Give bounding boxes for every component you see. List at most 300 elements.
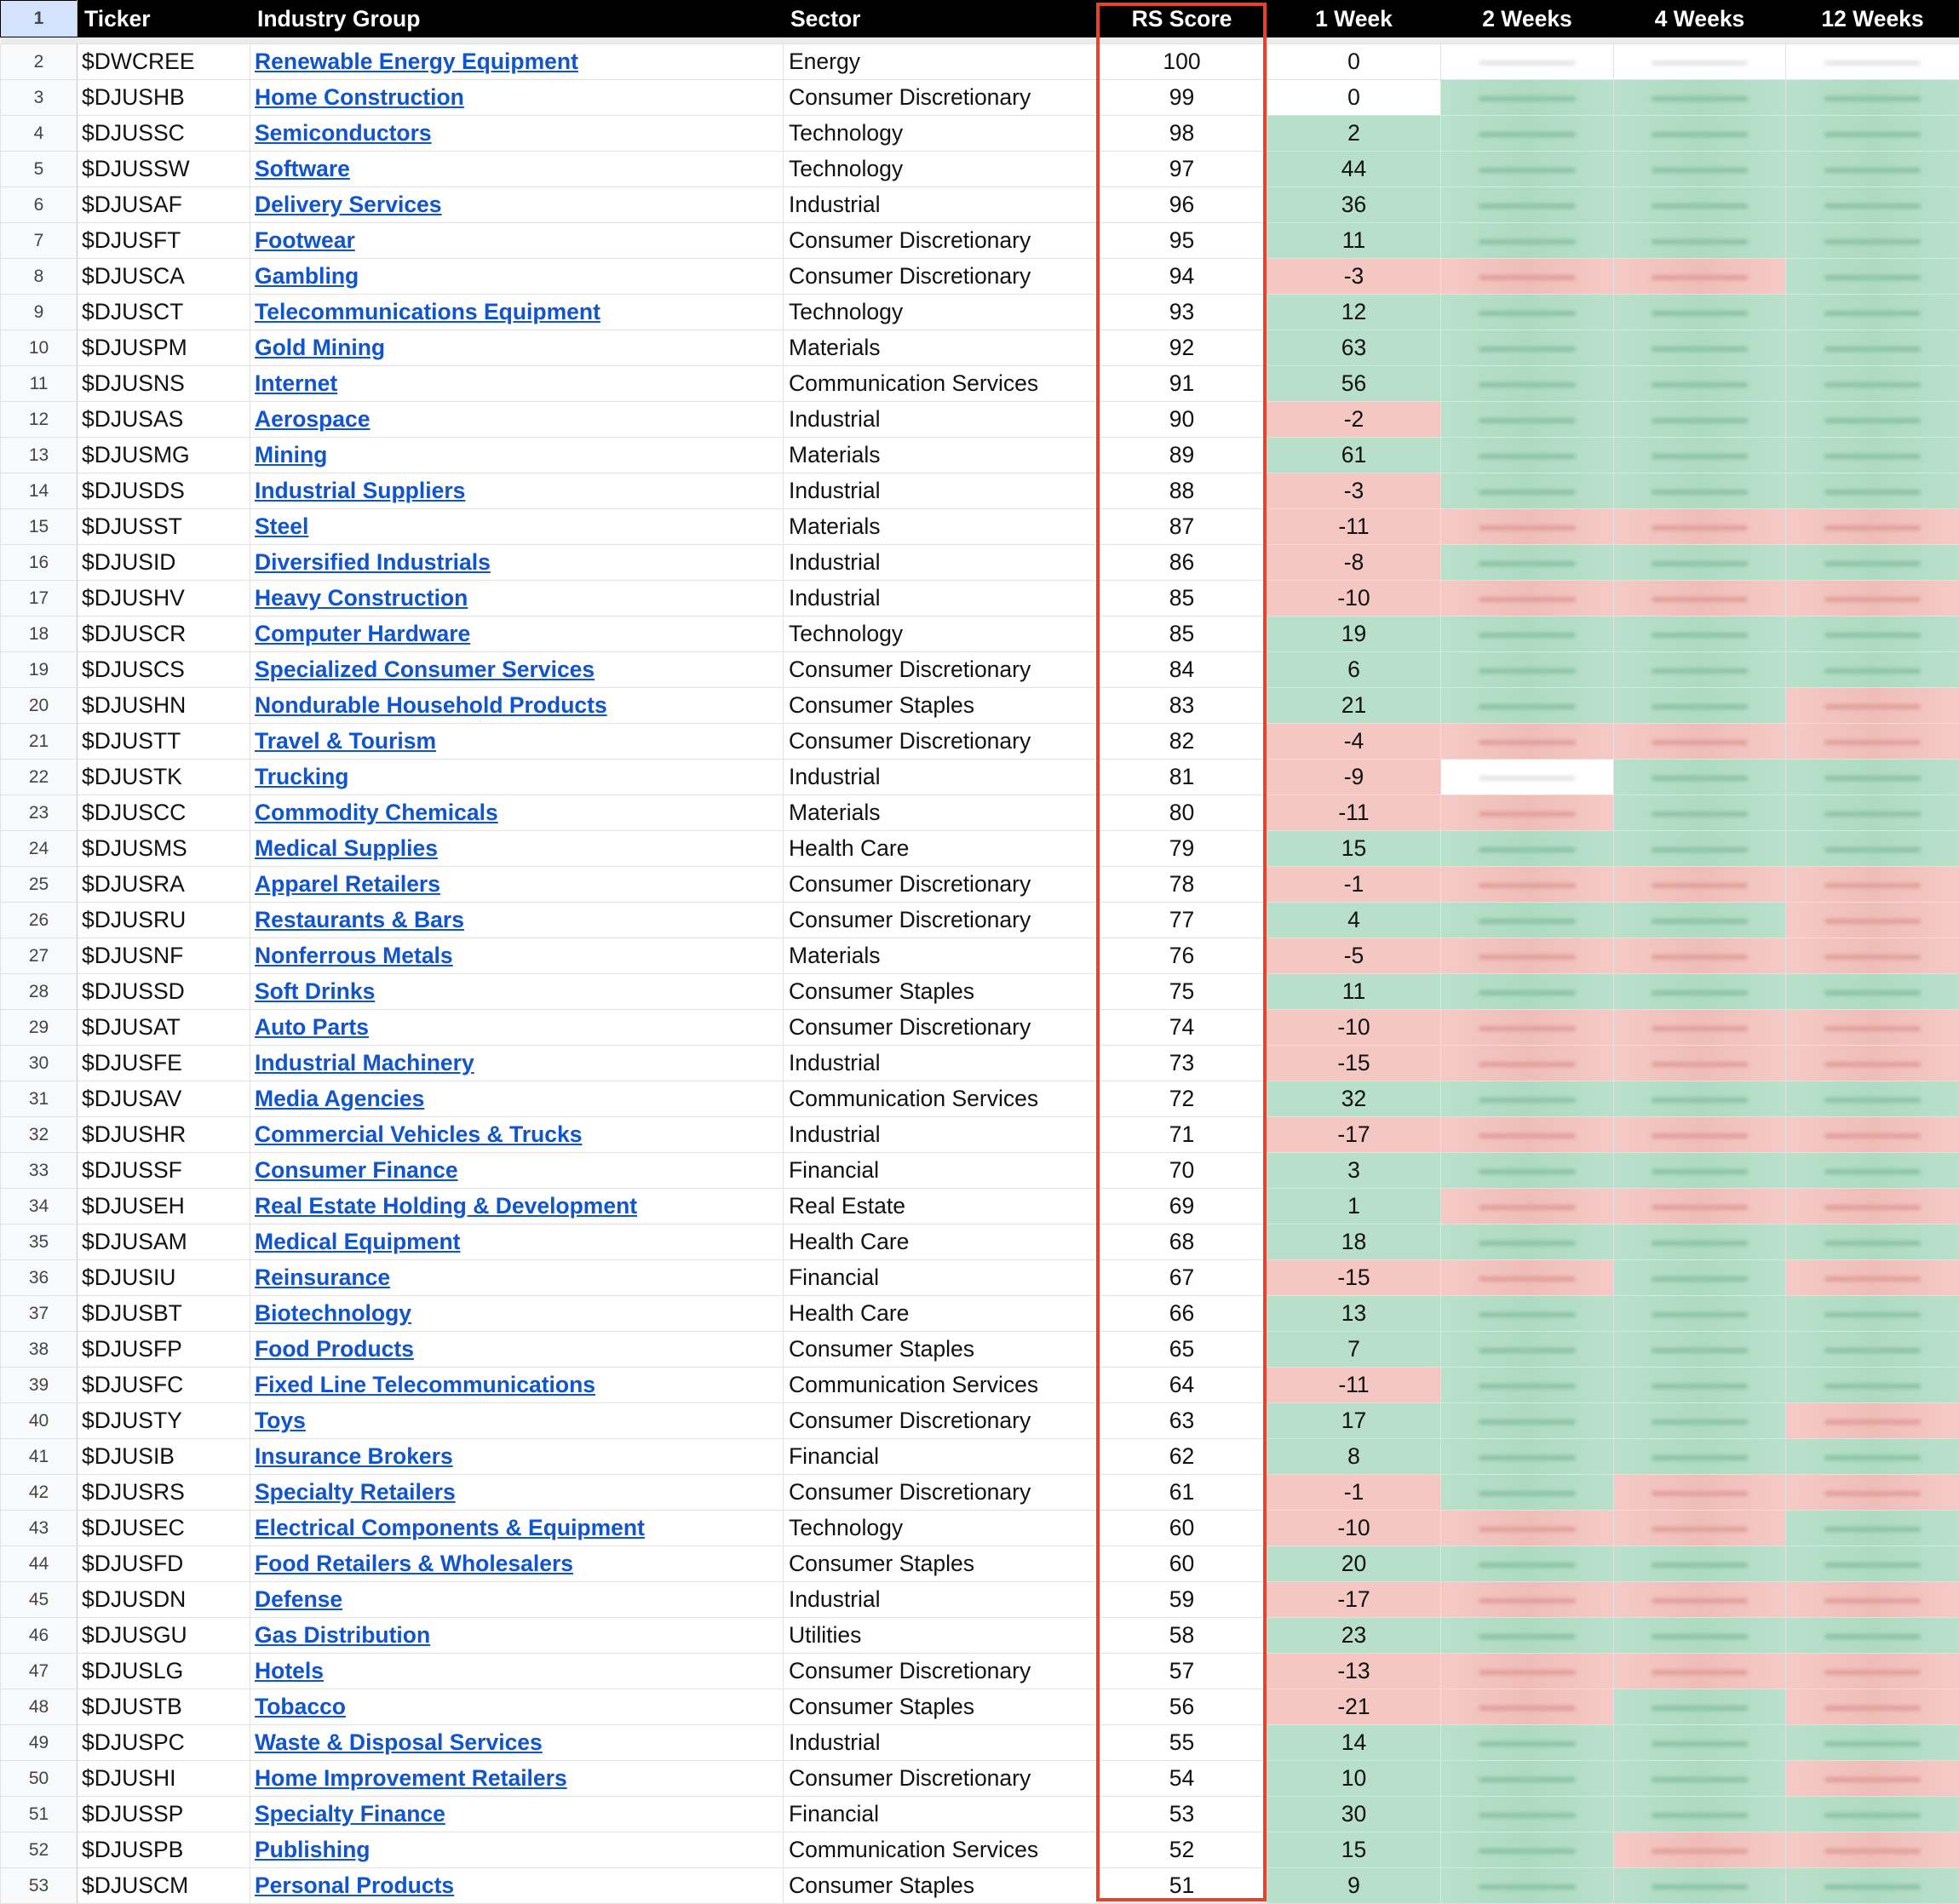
row-number[interactable]: 45 — [1, 1582, 78, 1618]
industry-group-cell[interactable] — [250, 330, 784, 366]
ticker-cell[interactable]: $DJUSFE — [78, 1046, 250, 1081]
industry-group-link[interactable]: Diversified Industrials — [255, 549, 491, 575]
sector-cell[interactable]: Industrial — [784, 545, 1097, 581]
ticker-cell[interactable]: $DJUSRS — [78, 1475, 250, 1511]
two-weeks-change-cell[interactable] — [1441, 80, 1614, 116]
twelve-weeks-change-cell[interactable] — [1786, 1689, 1959, 1725]
one-week-change-cell[interactable]: -4 — [1267, 724, 1441, 760]
sector-cell[interactable]: Consumer Staples — [784, 974, 1097, 1010]
twelve-weeks-change-cell[interactable] — [1786, 724, 1959, 760]
industry-group-cell[interactable] — [250, 867, 784, 903]
industry-group-link[interactable]: Heavy Construction — [255, 585, 468, 611]
twelve-weeks-change-cell[interactable] — [1786, 116, 1959, 152]
rs-score-cell[interactable]: 67 — [1097, 1260, 1267, 1296]
twelve-weeks-change-cell[interactable] — [1786, 1117, 1959, 1153]
twelve-weeks-change-cell[interactable] — [1786, 1403, 1959, 1439]
industry-group-link[interactable]: Specialty Finance — [255, 1801, 445, 1827]
two-weeks-change-cell[interactable] — [1441, 1332, 1614, 1368]
twelve-weeks-change-cell[interactable] — [1786, 330, 1959, 366]
four-weeks-change-cell[interactable] — [1614, 1546, 1786, 1582]
four-weeks-change-cell[interactable] — [1614, 187, 1786, 223]
two-weeks-change-cell[interactable] — [1441, 44, 1614, 80]
one-week-change-cell[interactable]: 32 — [1267, 1081, 1441, 1117]
one-week-change-cell[interactable]: 11 — [1267, 974, 1441, 1010]
four-weeks-change-cell[interactable] — [1614, 1403, 1786, 1439]
two-weeks-change-cell[interactable] — [1441, 1868, 1614, 1904]
twelve-weeks-change-cell[interactable] — [1786, 1296, 1959, 1332]
row-number[interactable]: 12 — [1, 402, 78, 438]
two-weeks-change-cell[interactable] — [1441, 473, 1614, 509]
column-header-rs-score[interactable]: RS Score — [1097, 1, 1267, 37]
ticker-cell[interactable]: $DJUSPM — [78, 330, 250, 366]
twelve-weeks-change-cell[interactable] — [1786, 581, 1959, 617]
industry-group-cell[interactable] — [250, 295, 784, 330]
industry-group-cell[interactable] — [250, 724, 784, 760]
two-weeks-change-cell[interactable] — [1441, 1654, 1614, 1689]
two-weeks-change-cell[interactable] — [1441, 831, 1614, 867]
industry-group-cell[interactable] — [250, 509, 784, 545]
four-weeks-change-cell[interactable] — [1614, 1761, 1786, 1797]
industry-group-link[interactable]: Internet — [255, 370, 338, 396]
twelve-weeks-change-cell[interactable] — [1786, 187, 1959, 223]
ticker-cell[interactable]: $DJUSHI — [78, 1761, 250, 1797]
industry-group-cell[interactable] — [250, 1081, 784, 1117]
two-weeks-change-cell[interactable] — [1441, 295, 1614, 330]
sector-cell[interactable]: Utilities — [784, 1618, 1097, 1654]
two-weeks-change-cell[interactable] — [1441, 688, 1614, 724]
ticker-cell[interactable]: $DJUSID — [78, 545, 250, 581]
rs-score-cell[interactable]: 51 — [1097, 1868, 1267, 1904]
sector-cell[interactable]: Consumer Staples — [784, 1689, 1097, 1725]
row-number[interactable]: 30 — [1, 1046, 78, 1081]
sector-cell[interactable]: Health Care — [784, 1296, 1097, 1332]
industry-group-link[interactable]: Specialized Consumer Services — [255, 657, 595, 682]
sector-cell[interactable]: Consumer Discretionary — [784, 724, 1097, 760]
industry-group-cell[interactable] — [250, 1332, 784, 1368]
industry-group-cell[interactable] — [250, 1511, 784, 1546]
rs-score-cell[interactable]: 90 — [1097, 402, 1267, 438]
two-weeks-change-cell[interactable] — [1441, 1153, 1614, 1189]
two-weeks-change-cell[interactable] — [1441, 867, 1614, 903]
rs-score-cell[interactable]: 85 — [1097, 581, 1267, 617]
two-weeks-change-cell[interactable] — [1441, 1189, 1614, 1224]
two-weeks-change-cell[interactable] — [1441, 402, 1614, 438]
rs-score-cell[interactable]: 89 — [1097, 438, 1267, 473]
twelve-weeks-change-cell[interactable] — [1786, 1153, 1959, 1189]
rs-score-cell[interactable]: 100 — [1097, 44, 1267, 80]
industry-group-link[interactable]: Medical Supplies — [255, 835, 439, 861]
rs-score-cell[interactable]: 54 — [1097, 1761, 1267, 1797]
one-week-change-cell[interactable]: 10 — [1267, 1761, 1441, 1797]
industry-group-link[interactable]: Auto Parts — [255, 1014, 369, 1040]
column-header-12-weeks[interactable]: 12 Weeks — [1786, 1, 1959, 37]
ticker-cell[interactable]: $DJUSST — [78, 509, 250, 545]
industry-group-link[interactable]: Travel & Tourism — [255, 728, 437, 754]
sector-cell[interactable]: Consumer Discretionary — [784, 1475, 1097, 1511]
four-weeks-change-cell[interactable] — [1614, 1046, 1786, 1081]
industry-group-link[interactable]: Media Agencies — [255, 1086, 425, 1111]
sector-cell[interactable]: Consumer Staples — [784, 688, 1097, 724]
industry-group-cell[interactable] — [250, 402, 784, 438]
four-weeks-change-cell[interactable] — [1614, 760, 1786, 795]
industry-group-link[interactable]: Gold Mining — [255, 335, 386, 360]
row-number[interactable]: 44 — [1, 1546, 78, 1582]
sector-cell[interactable]: Technology — [784, 1511, 1097, 1546]
row-number[interactable]: 31 — [1, 1081, 78, 1117]
four-weeks-change-cell[interactable] — [1614, 366, 1786, 402]
industry-group-link[interactable]: Footwear — [255, 227, 355, 253]
industry-group-link[interactable]: Medical Equipment — [255, 1229, 461, 1254]
four-weeks-change-cell[interactable] — [1614, 831, 1786, 867]
rs-score-cell[interactable]: 76 — [1097, 938, 1267, 974]
ticker-cell[interactable]: $DJUSMG — [78, 438, 250, 473]
sector-cell[interactable]: Consumer Discretionary — [784, 903, 1097, 938]
one-week-change-cell[interactable]: -1 — [1267, 1475, 1441, 1511]
twelve-weeks-change-cell[interactable] — [1786, 617, 1959, 652]
ticker-cell[interactable]: $DJUSTY — [78, 1403, 250, 1439]
two-weeks-change-cell[interactable] — [1441, 1797, 1614, 1832]
one-week-change-cell[interactable]: 0 — [1267, 80, 1441, 116]
row-number[interactable]: 43 — [1, 1511, 78, 1546]
four-weeks-change-cell[interactable] — [1614, 473, 1786, 509]
sector-cell[interactable]: Consumer Discretionary — [784, 1654, 1097, 1689]
sector-cell[interactable]: Industrial — [784, 187, 1097, 223]
twelve-weeks-change-cell[interactable] — [1786, 44, 1959, 80]
two-weeks-change-cell[interactable] — [1441, 652, 1614, 688]
twelve-weeks-change-cell[interactable] — [1786, 1260, 1959, 1296]
industry-group-cell[interactable] — [250, 1868, 784, 1904]
rs-score-cell[interactable]: 56 — [1097, 1689, 1267, 1725]
row-number[interactable]: 48 — [1, 1689, 78, 1725]
industry-group-link[interactable]: Home Construction — [255, 84, 464, 110]
one-week-change-cell[interactable]: -2 — [1267, 402, 1441, 438]
ticker-cell[interactable]: $DJUSHR — [78, 1117, 250, 1153]
four-weeks-change-cell[interactable] — [1614, 1511, 1786, 1546]
ticker-cell[interactable]: $DJUSFT — [78, 223, 250, 259]
one-week-change-cell[interactable]: 9 — [1267, 1868, 1441, 1904]
one-week-change-cell[interactable]: -11 — [1267, 795, 1441, 831]
rs-score-cell[interactable]: 64 — [1097, 1368, 1267, 1403]
four-weeks-change-cell[interactable] — [1614, 1081, 1786, 1117]
twelve-weeks-change-cell[interactable] — [1786, 688, 1959, 724]
two-weeks-change-cell[interactable] — [1441, 1618, 1614, 1654]
column-header-sector[interactable]: Sector — [784, 1, 1097, 37]
ticker-cell[interactable]: $DJUSRU — [78, 903, 250, 938]
sector-cell[interactable]: Real Estate — [784, 1189, 1097, 1224]
two-weeks-change-cell[interactable] — [1441, 1046, 1614, 1081]
sector-cell[interactable]: Materials — [784, 330, 1097, 366]
industry-group-cell[interactable] — [250, 1582, 784, 1618]
sector-cell[interactable]: Consumer Discretionary — [784, 80, 1097, 116]
industry-group-link[interactable]: Restaurants & Bars — [255, 907, 464, 932]
industry-group-cell[interactable] — [250, 831, 784, 867]
four-weeks-change-cell[interactable] — [1614, 1582, 1786, 1618]
row-number[interactable]: 3 — [1, 80, 78, 116]
twelve-weeks-change-cell[interactable] — [1786, 831, 1959, 867]
one-week-change-cell[interactable]: 4 — [1267, 903, 1441, 938]
sector-cell[interactable]: Industrial — [784, 402, 1097, 438]
ticker-cell[interactable]: $DJUSSC — [78, 116, 250, 152]
sector-cell[interactable]: Consumer Discretionary — [784, 1403, 1097, 1439]
rs-score-cell[interactable]: 92 — [1097, 330, 1267, 366]
row-number[interactable]: 36 — [1, 1260, 78, 1296]
two-weeks-change-cell[interactable] — [1441, 1475, 1614, 1511]
industry-group-cell[interactable] — [250, 438, 784, 473]
ticker-cell[interactable]: $DJUSNF — [78, 938, 250, 974]
twelve-weeks-change-cell[interactable] — [1786, 1618, 1959, 1654]
industry-group-link[interactable]: Telecommunications Equipment — [255, 299, 600, 324]
four-weeks-change-cell[interactable] — [1614, 44, 1786, 80]
four-weeks-change-cell[interactable] — [1614, 795, 1786, 831]
twelve-weeks-change-cell[interactable] — [1786, 1332, 1959, 1368]
ticker-cell[interactable]: $DJUSDS — [78, 473, 250, 509]
two-weeks-change-cell[interactable] — [1441, 795, 1614, 831]
rs-score-cell[interactable]: 60 — [1097, 1511, 1267, 1546]
one-week-change-cell[interactable]: -10 — [1267, 1511, 1441, 1546]
sector-cell[interactable]: Materials — [784, 938, 1097, 974]
industry-group-link[interactable]: Tobacco — [255, 1694, 346, 1719]
one-week-change-cell[interactable]: 20 — [1267, 1546, 1441, 1582]
four-weeks-change-cell[interactable] — [1614, 1725, 1786, 1761]
one-week-change-cell[interactable]: -11 — [1267, 509, 1441, 545]
row-number[interactable]: 42 — [1, 1475, 78, 1511]
four-weeks-change-cell[interactable] — [1614, 688, 1786, 724]
ticker-cell[interactable]: $DJUSEC — [78, 1511, 250, 1546]
row-number[interactable]: 2 — [1, 44, 78, 80]
row-number[interactable]: 38 — [1, 1332, 78, 1368]
industry-group-link[interactable]: Industrial Suppliers — [255, 478, 466, 503]
row-number[interactable]: 17 — [1, 581, 78, 617]
ticker-cell[interactable]: $DJUSFD — [78, 1546, 250, 1582]
industry-group-cell[interactable] — [250, 473, 784, 509]
four-weeks-change-cell[interactable] — [1614, 652, 1786, 688]
four-weeks-change-cell[interactable] — [1614, 509, 1786, 545]
twelve-weeks-change-cell[interactable] — [1786, 1368, 1959, 1403]
ticker-cell[interactable]: $DJUSCC — [78, 795, 250, 831]
ticker-cell[interactable]: $DJUSLG — [78, 1654, 250, 1689]
industry-group-cell[interactable] — [250, 187, 784, 223]
twelve-weeks-change-cell[interactable] — [1786, 1761, 1959, 1797]
industry-group-link[interactable]: Specialty Retailers — [255, 1479, 456, 1505]
ticker-cell[interactable]: $DJUSSW — [78, 152, 250, 187]
sector-cell[interactable]: Consumer Discretionary — [784, 867, 1097, 903]
rs-score-cell[interactable]: 72 — [1097, 1081, 1267, 1117]
row-number[interactable]: 5 — [1, 152, 78, 187]
industry-group-cell[interactable] — [250, 1725, 784, 1761]
one-week-change-cell[interactable]: 21 — [1267, 688, 1441, 724]
two-weeks-change-cell[interactable] — [1441, 1832, 1614, 1868]
row-number[interactable]: 34 — [1, 1189, 78, 1224]
sector-cell[interactable]: Technology — [784, 617, 1097, 652]
industry-group-cell[interactable] — [250, 152, 784, 187]
one-week-change-cell[interactable]: 6 — [1267, 652, 1441, 688]
row-number[interactable]: 32 — [1, 1117, 78, 1153]
sector-cell[interactable]: Technology — [784, 116, 1097, 152]
twelve-weeks-change-cell[interactable] — [1786, 867, 1959, 903]
two-weeks-change-cell[interactable] — [1441, 938, 1614, 974]
twelve-weeks-change-cell[interactable] — [1786, 760, 1959, 795]
ticker-cell[interactable]: $DJUSAT — [78, 1010, 250, 1046]
one-week-change-cell[interactable]: 8 — [1267, 1439, 1441, 1475]
ticker-cell[interactable]: $DJUSCA — [78, 259, 250, 295]
sector-cell[interactable]: Health Care — [784, 831, 1097, 867]
industry-group-link[interactable]: Trucking — [255, 764, 349, 789]
industry-group-link[interactable]: Consumer Finance — [255, 1157, 458, 1183]
ticker-cell[interactable]: $DJUSFC — [78, 1368, 250, 1403]
twelve-weeks-change-cell[interactable] — [1786, 1546, 1959, 1582]
one-week-change-cell[interactable]: -8 — [1267, 545, 1441, 581]
four-weeks-change-cell[interactable] — [1614, 1296, 1786, 1332]
one-week-change-cell[interactable]: -5 — [1267, 938, 1441, 974]
two-weeks-change-cell[interactable] — [1441, 974, 1614, 1010]
industry-group-link[interactable]: Nondurable Household Products — [255, 692, 607, 718]
one-week-change-cell[interactable]: -17 — [1267, 1582, 1441, 1618]
ticker-cell[interactable]: $DJUSCR — [78, 617, 250, 652]
twelve-weeks-change-cell[interactable] — [1786, 652, 1959, 688]
sector-cell[interactable]: Financial — [784, 1439, 1097, 1475]
two-weeks-change-cell[interactable] — [1441, 1081, 1614, 1117]
ticker-cell[interactable]: $DJUSCS — [78, 652, 250, 688]
twelve-weeks-change-cell[interactable] — [1786, 1582, 1959, 1618]
twelve-weeks-change-cell[interactable] — [1786, 1189, 1959, 1224]
one-week-change-cell[interactable]: -3 — [1267, 473, 1441, 509]
row-number[interactable]: 8 — [1, 259, 78, 295]
one-week-change-cell[interactable]: 44 — [1267, 152, 1441, 187]
row-number[interactable]: 13 — [1, 438, 78, 473]
sector-cell[interactable]: Communication Services — [784, 1832, 1097, 1868]
sector-cell[interactable]: Industrial — [784, 1725, 1097, 1761]
one-week-change-cell[interactable]: -10 — [1267, 1010, 1441, 1046]
industry-group-cell[interactable] — [250, 1153, 784, 1189]
sector-cell[interactable]: Consumer Discretionary — [784, 652, 1097, 688]
industry-group-cell[interactable] — [250, 366, 784, 402]
four-weeks-change-cell[interactable] — [1614, 1797, 1786, 1832]
twelve-weeks-change-cell[interactable] — [1786, 1046, 1959, 1081]
four-weeks-change-cell[interactable] — [1614, 223, 1786, 259]
ticker-cell[interactable]: $DJUSSP — [78, 1797, 250, 1832]
four-weeks-change-cell[interactable] — [1614, 1618, 1786, 1654]
two-weeks-change-cell[interactable] — [1441, 187, 1614, 223]
four-weeks-change-cell[interactable] — [1614, 1224, 1786, 1260]
ticker-cell[interactable]: $DJUSFP — [78, 1332, 250, 1368]
two-weeks-change-cell[interactable] — [1441, 259, 1614, 295]
two-weeks-change-cell[interactable] — [1441, 581, 1614, 617]
rs-score-cell[interactable]: 69 — [1097, 1189, 1267, 1224]
rs-score-cell[interactable]: 98 — [1097, 116, 1267, 152]
ticker-cell[interactable]: $DJUSPC — [78, 1725, 250, 1761]
rs-score-cell[interactable]: 53 — [1097, 1797, 1267, 1832]
four-weeks-change-cell[interactable] — [1614, 903, 1786, 938]
industry-group-cell[interactable] — [250, 581, 784, 617]
rs-score-cell[interactable]: 97 — [1097, 152, 1267, 187]
rs-score-cell[interactable]: 71 — [1097, 1117, 1267, 1153]
two-weeks-change-cell[interactable] — [1441, 1368, 1614, 1403]
one-week-change-cell[interactable]: 14 — [1267, 1725, 1441, 1761]
two-weeks-change-cell[interactable] — [1441, 1761, 1614, 1797]
one-week-change-cell[interactable]: 23 — [1267, 1618, 1441, 1654]
row-number[interactable]: 53 — [1, 1868, 78, 1904]
industry-group-cell[interactable] — [250, 1368, 784, 1403]
one-week-change-cell[interactable]: -13 — [1267, 1654, 1441, 1689]
row-number[interactable]: 16 — [1, 545, 78, 581]
row-number[interactable]: 33 — [1, 1153, 78, 1189]
industry-group-cell[interactable] — [250, 688, 784, 724]
industry-group-cell[interactable] — [250, 652, 784, 688]
one-week-change-cell[interactable]: -11 — [1267, 1368, 1441, 1403]
row-number[interactable]: 15 — [1, 509, 78, 545]
sector-cell[interactable]: Consumer Staples — [784, 1868, 1097, 1904]
two-weeks-change-cell[interactable] — [1441, 223, 1614, 259]
industry-group-link[interactable]: Soft Drinks — [255, 978, 376, 1004]
row-number[interactable]: 28 — [1, 974, 78, 1010]
four-weeks-change-cell[interactable] — [1614, 617, 1786, 652]
one-week-change-cell[interactable]: -15 — [1267, 1260, 1441, 1296]
industry-group-cell[interactable] — [250, 1832, 784, 1868]
two-weeks-change-cell[interactable] — [1441, 1689, 1614, 1725]
twelve-weeks-change-cell[interactable] — [1786, 438, 1959, 473]
sector-cell[interactable]: Communication Services — [784, 1368, 1097, 1403]
twelve-weeks-change-cell[interactable] — [1786, 152, 1959, 187]
rs-score-cell[interactable]: 95 — [1097, 223, 1267, 259]
rs-score-cell[interactable]: 87 — [1097, 509, 1267, 545]
industry-group-link[interactable]: Computer Hardware — [255, 621, 471, 646]
industry-group-link[interactable]: Steel — [255, 513, 309, 539]
industry-group-cell[interactable] — [250, 1618, 784, 1654]
two-weeks-change-cell[interactable] — [1441, 1546, 1614, 1582]
rs-score-cell[interactable]: 57 — [1097, 1654, 1267, 1689]
two-weeks-change-cell[interactable] — [1441, 366, 1614, 402]
rs-score-cell[interactable]: 96 — [1097, 187, 1267, 223]
row-number[interactable]: 51 — [1, 1797, 78, 1832]
column-header-industry-group[interactable]: Industry Group — [250, 1, 784, 37]
row-number[interactable]: 26 — [1, 903, 78, 938]
rs-score-cell[interactable]: 80 — [1097, 795, 1267, 831]
one-week-change-cell[interactable]: 3 — [1267, 1153, 1441, 1189]
twelve-weeks-change-cell[interactable] — [1786, 545, 1959, 581]
one-week-change-cell[interactable]: 56 — [1267, 366, 1441, 402]
sector-cell[interactable]: Health Care — [784, 1224, 1097, 1260]
four-weeks-change-cell[interactable] — [1614, 1654, 1786, 1689]
one-week-change-cell[interactable]: 36 — [1267, 187, 1441, 223]
twelve-weeks-change-cell[interactable] — [1786, 1832, 1959, 1868]
industry-group-cell[interactable] — [250, 938, 784, 974]
industry-group-link[interactable]: Defense — [255, 1586, 343, 1612]
industry-group-cell[interactable] — [250, 1260, 784, 1296]
twelve-weeks-change-cell[interactable] — [1786, 509, 1959, 545]
ticker-cell[interactable]: $DJUSSD — [78, 974, 250, 1010]
four-weeks-change-cell[interactable] — [1614, 295, 1786, 330]
one-week-change-cell[interactable]: 7 — [1267, 1332, 1441, 1368]
industry-group-link[interactable]: Personal Products — [255, 1872, 455, 1898]
one-week-change-cell[interactable]: 13 — [1267, 1296, 1441, 1332]
one-week-change-cell[interactable]: -15 — [1267, 1046, 1441, 1081]
twelve-weeks-change-cell[interactable] — [1786, 1224, 1959, 1260]
ticker-cell[interactable]: $DJUSHV — [78, 581, 250, 617]
sector-cell[interactable]: Industrial — [784, 473, 1097, 509]
rs-score-cell[interactable]: 62 — [1097, 1439, 1267, 1475]
industry-group-link[interactable]: Toys — [255, 1408, 306, 1433]
industry-group-link[interactable]: Food Products — [255, 1336, 414, 1362]
twelve-weeks-change-cell[interactable] — [1786, 903, 1959, 938]
twelve-weeks-change-cell[interactable] — [1786, 295, 1959, 330]
two-weeks-change-cell[interactable] — [1441, 1511, 1614, 1546]
ticker-cell[interactable]: $DJUSAM — [78, 1224, 250, 1260]
row-number[interactable]: 14 — [1, 473, 78, 509]
industry-group-link[interactable]: Software — [255, 156, 350, 181]
row-number[interactable]: 27 — [1, 938, 78, 974]
sector-cell[interactable]: Industrial — [784, 760, 1097, 795]
row-number[interactable]: 4 — [1, 116, 78, 152]
